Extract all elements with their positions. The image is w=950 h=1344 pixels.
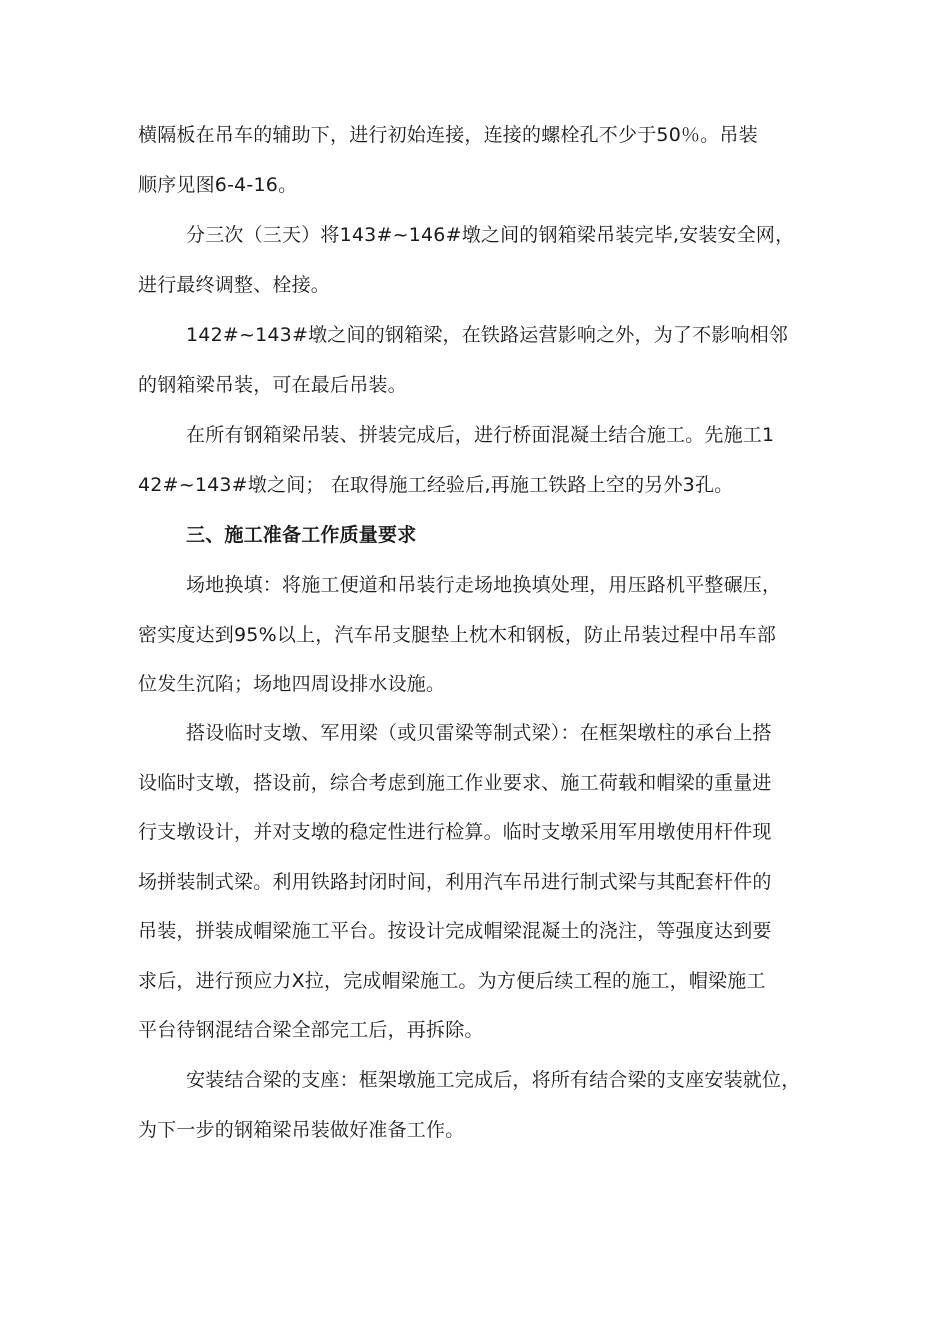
paragraph-line: 的钢箱梁吊装，可在最后吊装。 bbox=[138, 374, 407, 396]
paragraph-line: 顺序见图6-4-16。 bbox=[138, 174, 298, 196]
paragraph-line: 场地换填：将施工便道和吊装行走场地换填处理，用压路机平整碾压， bbox=[186, 574, 782, 596]
paragraph-line: 为下一步的钢箱梁吊装做好准备工作。 bbox=[138, 1119, 465, 1141]
paragraph-line: 设临时支墩，搭设前，综合考虑到施工作业要求、施工荷载和帽梁的重量进 bbox=[138, 772, 772, 794]
paragraph-line: 42#~143#墩之间； 在取得施工经验后,再施工铁路上空的另外3孔。 bbox=[138, 474, 734, 496]
paragraph-line: 进行最终调整、栓接。 bbox=[138, 274, 331, 296]
paragraph-line: 142#~143#墩之间的钢箱梁，在铁路运营影响之外，为了不影响相邻 bbox=[186, 324, 789, 346]
paragraph-line: 平台待钢混结合梁全部完工后，再拆除。 bbox=[138, 1019, 484, 1041]
paragraph-line: 位发生沉陷；场地四周设排水设施。 bbox=[138, 673, 446, 695]
paragraph-line: 吊装，拼装成帽梁施工平台。按设计完成帽梁混凝土的浇注，等强度达到要 bbox=[138, 920, 772, 942]
paragraph-line: 安装结合梁的支座：框架墩施工完成后，将所有结合梁的支座安装就位， bbox=[186, 1069, 801, 1091]
paragraph-line: 场拼装制式梁。利用铁路封闭时间，利用汽车吊进行制式梁与其配套杆件的 bbox=[138, 871, 772, 893]
paragraph-line: 密实度达到95%以上，汽车吊支腿垫上枕木和钢板，防止吊装过程中吊车部 bbox=[138, 624, 777, 646]
paragraph-line: 行支墩设计，并对支墩的稳定性进行检算。临时支墩采用军用墩使用杆件现 bbox=[138, 821, 772, 843]
paragraph-line: 求后，进行预应力X拉，完成帽梁施工。为方便后续工程的施工，帽梁施工 bbox=[138, 970, 766, 992]
section-heading: 三、施工准备工作质量要求 bbox=[186, 524, 417, 546]
paragraph-line: 横隔板在吊车的辅助下，进行初始连接，连接的螺栓孔不少于50％。吊装 bbox=[138, 124, 758, 146]
paragraph-line: 在所有钢箱梁吊装、拼装完成后，进行桥面混凝土结合施工。先施工1 bbox=[186, 424, 775, 446]
paragraph-line: 搭设临时支墩、军用梁（或贝雷梁等制式梁）：在框架墩柱的承台上搭 bbox=[186, 722, 772, 744]
paragraph-line: 分三次（三天）将143#~146#墩之间的钢箱梁吊装完毕,安装安全网， bbox=[186, 224, 795, 246]
